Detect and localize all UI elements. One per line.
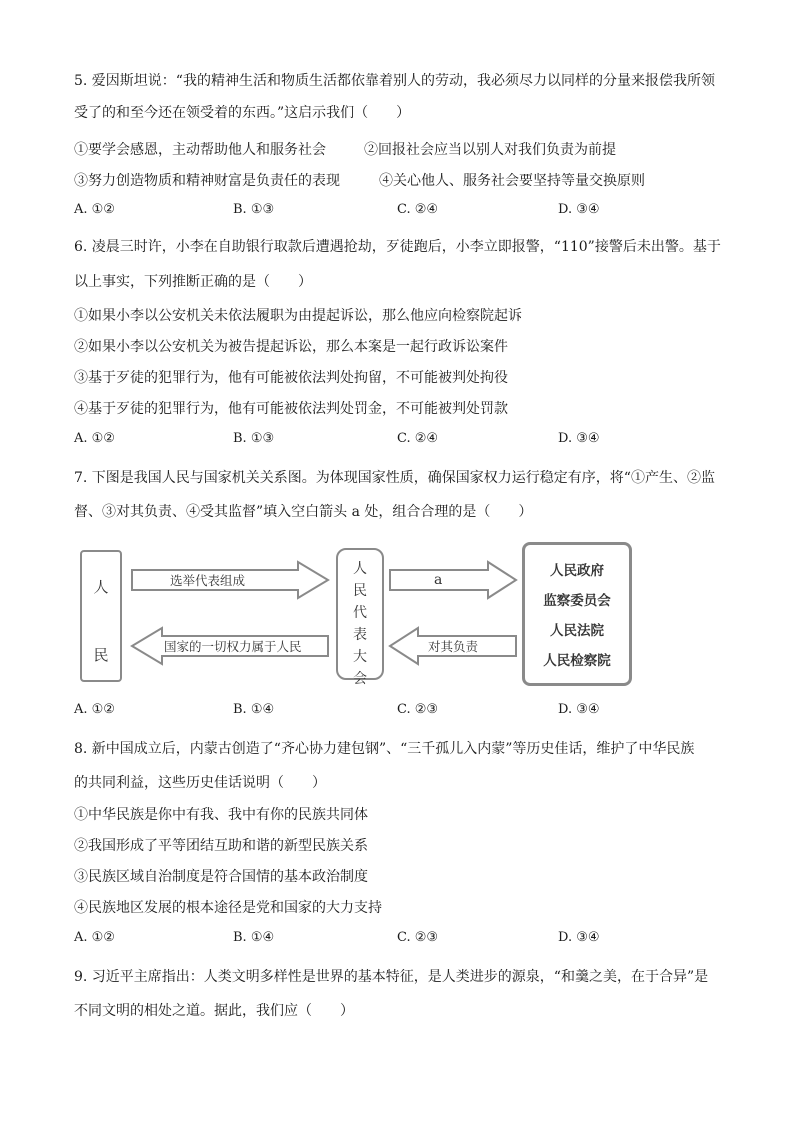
q8-statement-3: ③民族区域自治制度是符合国情的基本政治制度 — [74, 869, 368, 885]
organ-court: 人民法院 — [550, 623, 604, 639]
q6-options — [74, 431, 734, 451]
people-char-1: 人 — [93, 578, 109, 596]
q6-option-b[interactable]: B. ①③ — [233, 431, 275, 446]
people-state-organs-diagram — [80, 542, 630, 687]
organ-procuratorate: 人民检察院 — [543, 653, 611, 669]
arrow-blank-a — [388, 560, 518, 600]
q5-option-a[interactable]: A. ①② — [74, 202, 115, 217]
q5-statement-4: ④关心他人、服务社会要坚持等量交换原则 — [379, 173, 645, 189]
q7-stem-line2: 督、③对其负责、④受其监督”填入空白箭头 a 处，组合合理的是（ ） — [74, 504, 533, 520]
q8-options — [74, 930, 734, 950]
q6-option-d[interactable]: D. ③④ — [558, 431, 600, 446]
q8-option-b[interactable]: B. ①④ — [233, 930, 275, 945]
q6-statement-3: ③基于歹徒的犯罪行为，他有可能被依法判处拘留，不可能被判处拘役 — [74, 370, 508, 386]
arrow-a-label: a — [434, 572, 443, 588]
q5-statements-row2 — [74, 170, 734, 190]
q7-options — [74, 702, 734, 722]
q6-statement-4: ④基于歹徒的犯罪行为，他有可能被依法判处罚金，不可能被判处罚款 — [74, 401, 508, 417]
q8-option-c[interactable]: C. ②③ — [397, 930, 439, 945]
npc-char-5: 大 — [353, 649, 367, 665]
organ-government: 人民政府 — [550, 563, 604, 579]
npc-box — [336, 548, 384, 687]
q8-option-d[interactable]: D. ③④ — [558, 930, 600, 945]
q7-option-c[interactable]: C. ②③ — [397, 702, 439, 717]
q6-statement-2: ②如果小李以公安机关为被告提起诉讼，那么本案是一起行政诉讼案件 — [74, 339, 508, 355]
q5-options — [74, 202, 734, 222]
q8-statement-2: ②我国形成了平等团结互助和谐的新型民族关系 — [74, 838, 368, 854]
state-organs-box — [522, 542, 632, 686]
arrow-power-label: 国家的一切权力属于人民 — [164, 639, 302, 654]
q8-stem-line2: 的共同利益，这些历史佳话说明（ ） — [74, 775, 326, 791]
q5-option-c[interactable]: C. ②④ — [397, 202, 439, 217]
arrow-elect-label: 选举代表组成 — [170, 573, 246, 588]
q8-statement-4: ④民族地区发展的根本途径是党和国家的大力支持 — [74, 900, 382, 916]
q7-option-a[interactable]: A. ①② — [74, 702, 115, 717]
arrow-responsible-to — [388, 626, 518, 666]
organ-supervisory-commission: 监察委员会 — [543, 593, 611, 609]
npc-char-6: 会 — [353, 671, 367, 687]
npc-char-2: 民 — [353, 583, 367, 599]
q6-option-a[interactable]: A. ①② — [74, 431, 115, 446]
q6-stem-line2: 以上事实，下列推断正确的是（ ） — [74, 274, 312, 290]
q7-stem-line1: 7. 下图是我国人民与国家机关关系图。为体现国家性质，确保国家权力运行稳定有序，将“①产生、②监 — [74, 470, 715, 486]
people-char-2: 民 — [93, 646, 109, 664]
q9-stem-line2: 不同文明的相处之道。据此，我们应（ ） — [74, 1003, 354, 1019]
npc-char-3: 代 — [353, 605, 367, 621]
q5-statement-2: ②回报社会应当以别人对我们负责为前提 — [364, 142, 616, 158]
npc-char-4: 表 — [353, 627, 367, 643]
q5-statements-row1 — [74, 139, 734, 159]
q7-option-b[interactable]: B. ①④ — [233, 702, 275, 717]
q5-stem-line1: 5. 爱因斯坦说：“我的精神生活和物质生活都依靠着别人的劳动，我必须尽力以同样的分量来报偿我所领 — [74, 73, 715, 89]
arrow-all-power-to-people — [130, 626, 330, 666]
q5-statement-3: ③努力创造物质和精神财富是负责任的表现 — [74, 173, 340, 189]
q8-statement-1: ①中华民族是你中有我、我中有你的民族共同体 — [74, 807, 368, 823]
q5-stem-line2: 受了的和至今还在领受着的东西。”这启示我们（ ） — [74, 105, 411, 121]
q6-statement-1: ①如果小李以公安机关未依法履职为由提起诉讼，那么他应向检察院起诉 — [74, 308, 522, 324]
q5-option-d[interactable]: D. ③④ — [558, 202, 600, 217]
q9-stem-line1: 9. 习近平主席指出：人类文明多样性是世界的基本特征，是人类进步的源泉，“和羹之美，在于合异”是 — [74, 969, 709, 985]
q6-option-c[interactable]: C. ②④ — [397, 431, 439, 446]
arrow-responsible-label: 对其负责 — [428, 639, 479, 654]
q8-option-a[interactable]: A. ①② — [74, 930, 115, 945]
q7-option-d[interactable]: D. ③④ — [558, 702, 600, 717]
npc-char-1: 人 — [353, 561, 367, 577]
people-box — [80, 550, 122, 682]
arrow-elect-representatives — [130, 560, 330, 600]
npc-label — [338, 558, 382, 690]
q8-stem-line1: 8. 新中国成立后，内蒙古创造了“齐心协力建包钢”、“三千孤儿入内蒙”等历史佳话，维护了中华民族 — [74, 741, 695, 757]
q6-stem-line1: 6. 凌晨三时许，小李在自助银行取款后遭遇抢劫，歹徒跑后，小李立即报警，“110”接警后未出警。基于 — [74, 239, 721, 255]
q5-statement-1: ①要学会感恩，主动帮助他人和服务社会 — [74, 142, 326, 158]
q5-option-b[interactable]: B. ①③ — [233, 202, 275, 217]
